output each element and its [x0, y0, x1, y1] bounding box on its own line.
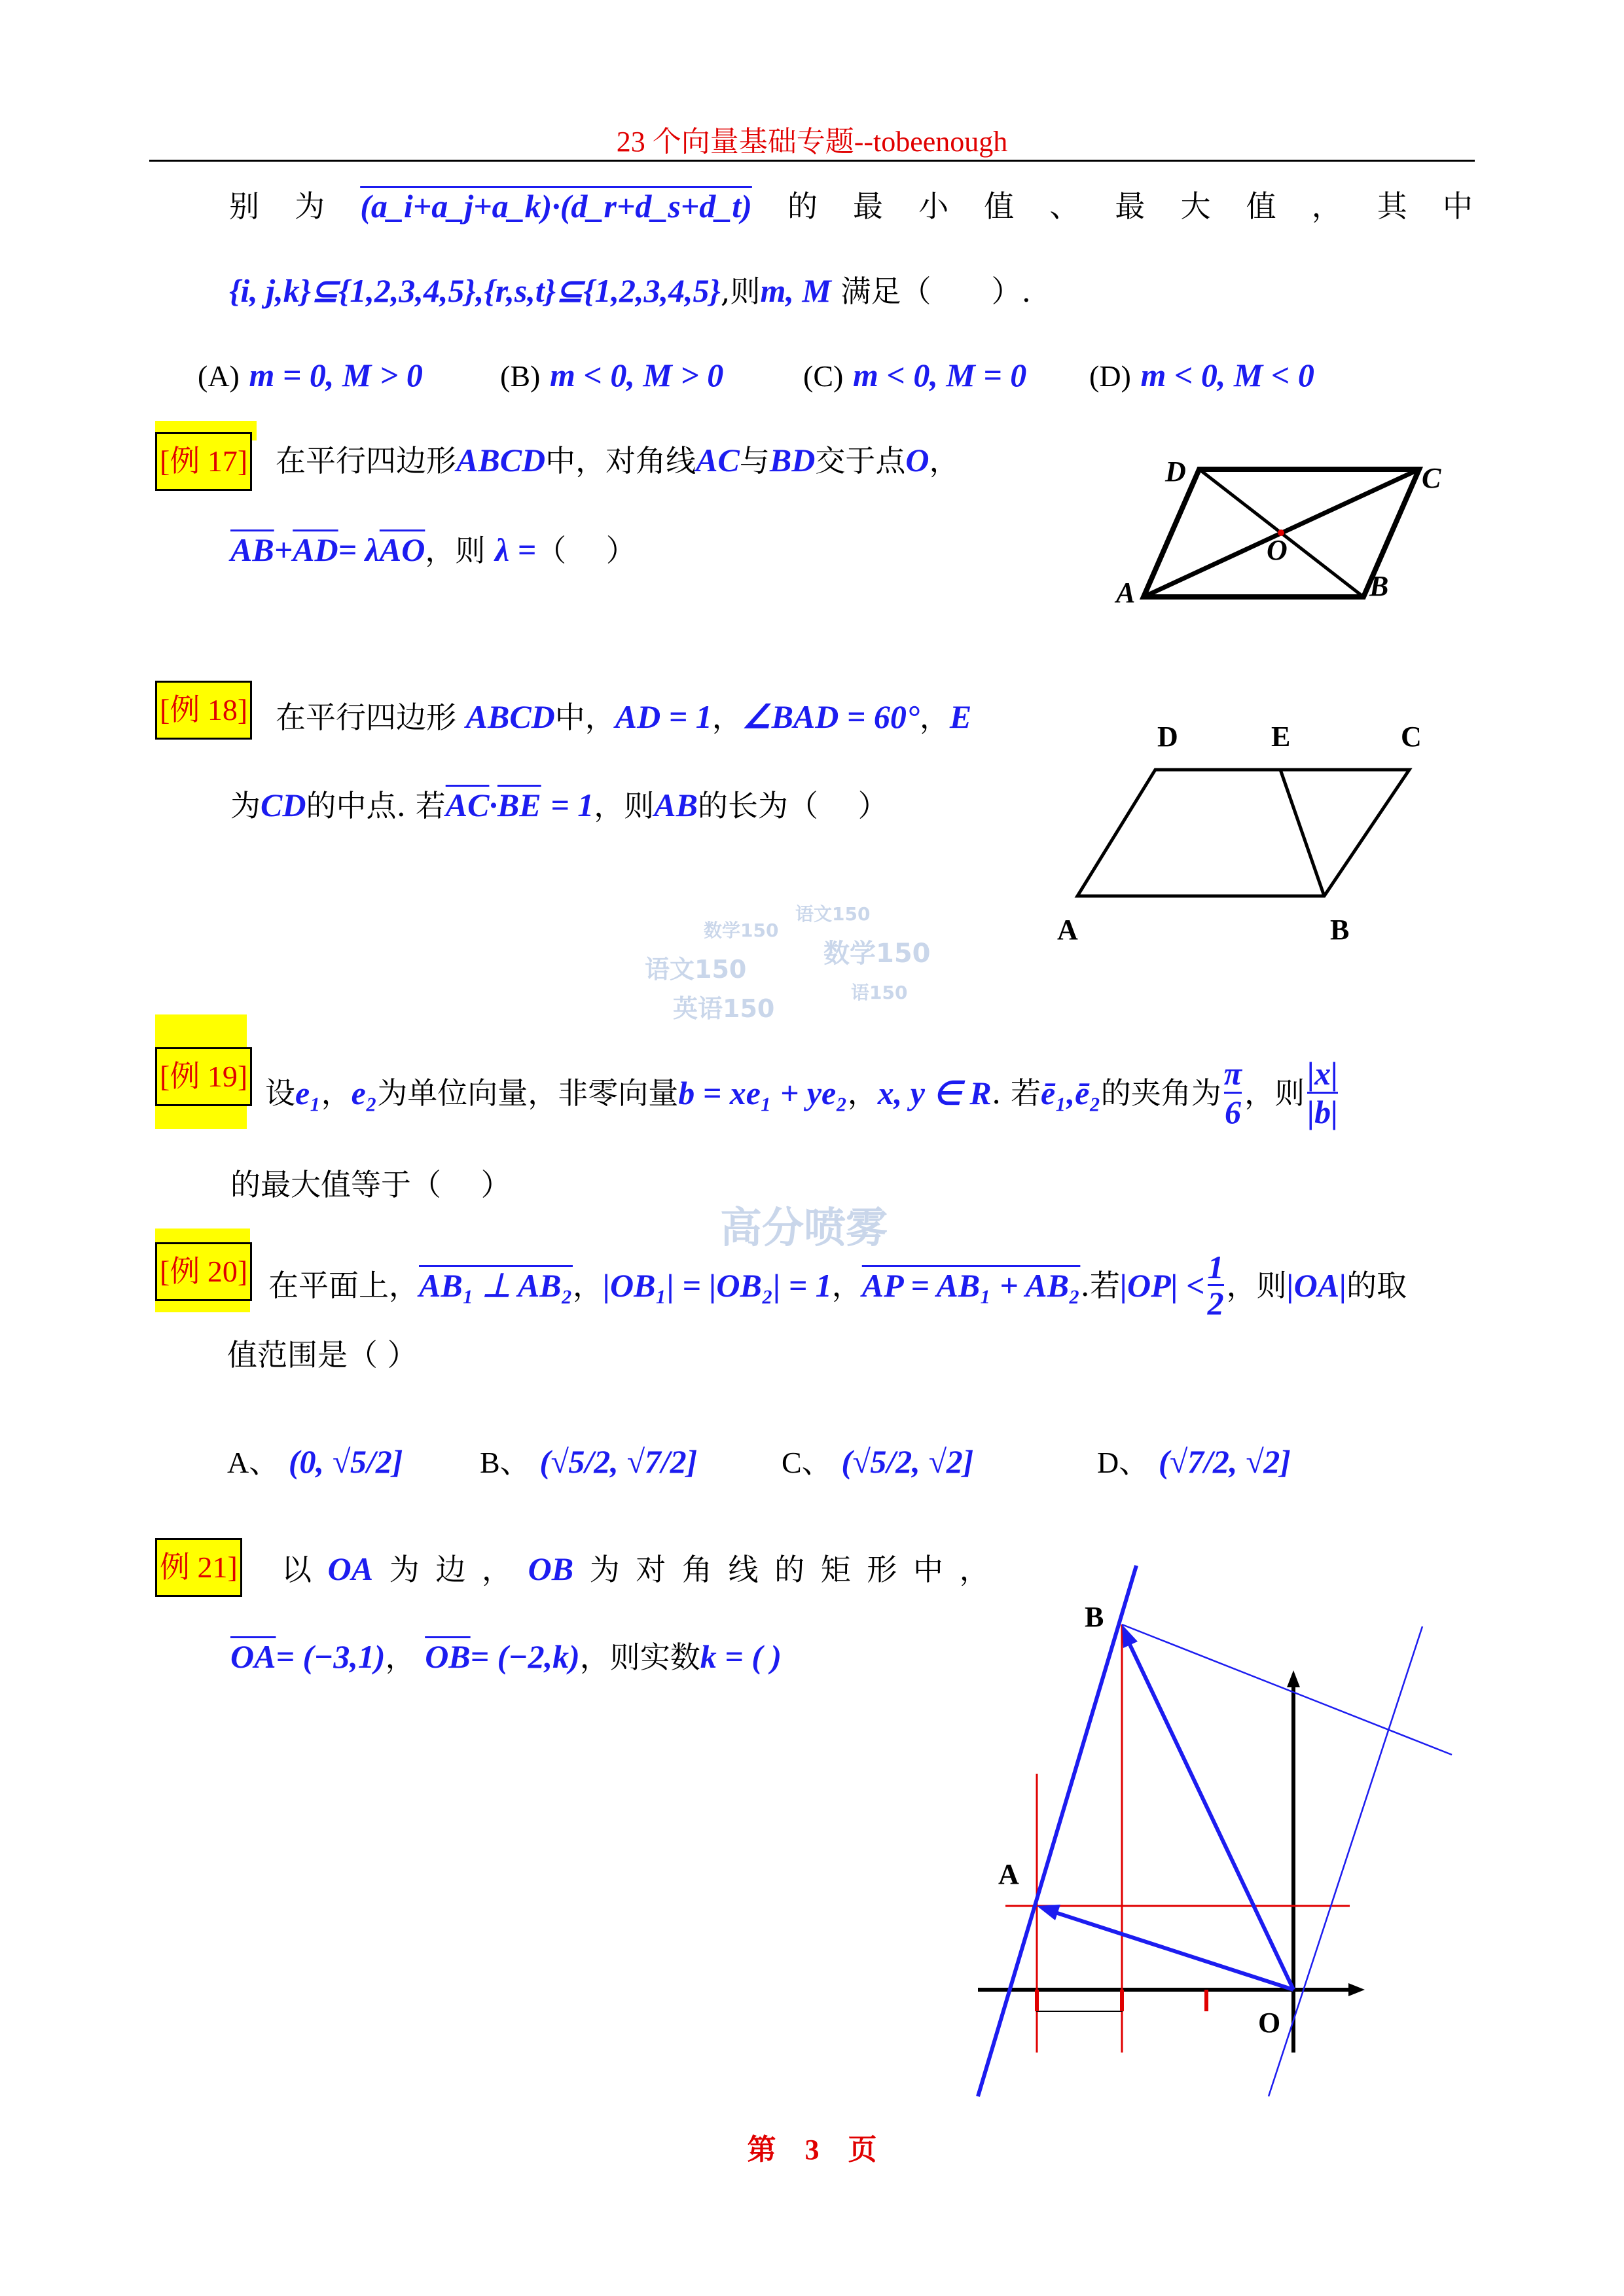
option-math: m < 0, M < 0 — [1140, 357, 1314, 393]
text: 中，对角线 — [545, 443, 696, 478]
example-tag-18: [例 18] — [155, 681, 252, 740]
text: 的夹角为 — [1100, 1075, 1221, 1111]
math-expression: (a_i+a_j+a_k)·(d_r+d_s+d_t) — [360, 188, 752, 224]
vector: $\overline{AC}$ — [445, 787, 490, 823]
text: 为单位向量，非零向量 — [377, 1075, 679, 1111]
numerator: |x| — [1307, 1055, 1338, 1094]
option-math: m = 0, M > 0 — [249, 357, 423, 393]
denominator: |b| — [1307, 1094, 1339, 1130]
q20-line1 — [268, 1250, 1407, 1320]
text: 的取 — [1346, 1267, 1407, 1303]
vector-oa — [1047, 1910, 1293, 1990]
text: ，则 — [425, 533, 486, 568]
math: = 1 — [550, 787, 594, 823]
page-header-title: 23 个向量基础专题--tobeenough — [616, 126, 1008, 158]
option-label: B、 — [480, 1446, 530, 1479]
option-label: D、 — [1097, 1446, 1149, 1479]
label-d: D — [1165, 456, 1186, 488]
math: b = xe₁ + ye₂ — [678, 1074, 848, 1111]
text: 值 — [984, 188, 1015, 224]
text: ， — [572, 1267, 603, 1303]
q19-line2: 的最大值等于（ ） — [230, 1167, 511, 1202]
example-tag-17: [例 17] — [155, 432, 252, 491]
math: BD — [769, 442, 816, 478]
math: x, y ∈ R — [877, 1074, 992, 1111]
label-c: C — [1401, 721, 1422, 753]
option-math: (0, √5/2] — [288, 1443, 403, 1480]
q18-line2 — [230, 785, 888, 825]
denominator: 2 — [1207, 1285, 1224, 1321]
option-math: (√5/2, √7/2] — [539, 1443, 698, 1480]
text: ，则 — [1244, 1075, 1305, 1111]
text: 最 — [1115, 188, 1146, 224]
option-label: C、 — [782, 1446, 832, 1479]
label-a: A — [998, 1858, 1019, 1890]
math-expression: {i, j,k}⊆{1,2,3,4,5},{r,s,t}⊆{1,2,3,4,5} — [229, 272, 721, 309]
arrow-a-icon — [1037, 1905, 1060, 1920]
vector: $\overline{AD}$ — [293, 531, 338, 568]
math: = λ — [338, 531, 380, 568]
q21-line2 — [230, 1637, 782, 1677]
option-label: (B) — [500, 359, 541, 393]
math: + — [274, 531, 293, 568]
text: 设 — [265, 1075, 295, 1111]
math: |OP| < — [1119, 1266, 1205, 1304]
watermark-text: 数学150 — [704, 920, 779, 941]
page-number: 第 3 页 — [747, 2134, 877, 2166]
math: λ = — [494, 531, 537, 568]
x-axis-arrow-icon — [1348, 1983, 1365, 1996]
label-o: O — [1258, 2007, 1281, 2039]
option-label: A、 — [227, 1446, 280, 1479]
text: ， — [929, 443, 960, 478]
vector: $\overline{BE}$ — [497, 787, 541, 823]
text: 以 — [281, 1552, 312, 1587]
label-d: D — [1157, 721, 1178, 753]
math-expression: m, M — [760, 272, 831, 309]
option-label: (D) — [1089, 359, 1131, 393]
math: e₂ — [351, 1074, 378, 1111]
text: 小 — [918, 188, 949, 224]
watermark-text: 语文150 — [795, 903, 871, 925]
text: 在平面上， — [268, 1267, 419, 1303]
text: （ ） — [536, 533, 636, 568]
math: ABCD — [456, 442, 546, 478]
math: e₁ — [295, 1074, 321, 1111]
label-a: A — [1116, 577, 1136, 609]
text: 值 — [1246, 188, 1276, 224]
math: ∠BAD = 60° — [742, 698, 920, 735]
label-e: E — [1271, 721, 1291, 753]
watermark-text: 语文150 — [645, 955, 747, 984]
q19-line1 — [265, 1055, 1341, 1130]
vector: $\overline{OB}$ — [425, 1638, 471, 1675]
numerator: 1 — [1207, 1249, 1224, 1285]
text: ，则 — [594, 788, 655, 823]
parallelogram-diagram-18 — [1077, 770, 1409, 896]
text: ， — [831, 1267, 862, 1303]
option-math: m < 0, M > 0 — [549, 357, 724, 393]
math: CD — [261, 787, 306, 823]
text: ， — [321, 1075, 352, 1111]
math: AB — [654, 787, 698, 823]
math: · — [489, 787, 497, 823]
text: 最 — [853, 188, 884, 224]
option-math: (√5/2, √2] — [841, 1443, 974, 1480]
text: 满足（ ）. — [840, 274, 1032, 309]
denominator: 6 — [1224, 1094, 1241, 1130]
text: 为 对 角 线 的 矩 形 中 ， — [589, 1552, 990, 1587]
label-b: B — [1369, 570, 1389, 602]
math: AC — [696, 442, 740, 478]
text: . 若 — [991, 1075, 1041, 1111]
text: 中 — [1442, 188, 1473, 224]
math: ABCD — [465, 698, 555, 735]
coordinate-diagram-21 — [978, 1566, 1452, 2096]
text: 中， — [554, 700, 615, 735]
math: = (−3,1) — [276, 1638, 386, 1675]
text: ， — [1311, 188, 1342, 224]
text: .若 — [1080, 1267, 1120, 1303]
watermark-text: 英语150 — [673, 994, 775, 1023]
watermark-text: 数学150 — [823, 939, 931, 969]
q20-line2: 值范围是（ ） — [227, 1337, 418, 1372]
q20-option-c — [782, 1442, 973, 1482]
parallelogram-abcd — [1077, 770, 1409, 896]
vector: $\overline{AB}$ — [230, 531, 274, 568]
text: ，则 — [1226, 1267, 1287, 1303]
label-c: C — [1422, 462, 1441, 494]
option-math: m < 0, M = 0 — [852, 357, 1027, 393]
text: ， — [712, 700, 742, 735]
text: 的长为（ ） — [697, 788, 888, 823]
math: E — [949, 698, 972, 735]
text: 交于点 — [815, 443, 906, 478]
option-math: (√7/2, √2] — [1158, 1443, 1291, 1480]
math: |OA| — [1286, 1266, 1347, 1304]
math: k = ( ) — [700, 1638, 782, 1675]
text: 为 边 ， — [389, 1552, 512, 1587]
text: ， — [385, 1640, 416, 1675]
fraction-x-over-b — [1307, 1055, 1338, 1130]
option-label: (C) — [803, 359, 844, 393]
text: 为 — [295, 188, 325, 224]
q20-option-d — [1097, 1442, 1291, 1482]
segment-ob — [1126, 1636, 1293, 1990]
text: ,则 — [720, 274, 761, 309]
y-axis-arrow-icon — [1287, 1670, 1300, 1687]
math: AD = 1 — [615, 698, 712, 735]
text: 为 — [230, 788, 261, 823]
segment-be — [1280, 770, 1324, 896]
math: OA — [327, 1551, 374, 1587]
text: ， — [919, 700, 950, 735]
q20-option-a — [227, 1442, 403, 1482]
text: ， — [847, 1075, 878, 1111]
watermark-brand: 高分喷雾 — [720, 1204, 888, 1253]
math: |OB₁| = |OB₂| = 1 — [602, 1266, 832, 1304]
text: 的 — [787, 188, 818, 224]
math: = (−2,k) — [470, 1638, 580, 1675]
label-o: O — [1267, 534, 1288, 566]
example-tag-19: [例 19] — [155, 1047, 252, 1106]
math: AP = AB₁ + AB₂ — [861, 1266, 1081, 1304]
text: 别 — [229, 188, 259, 224]
option-label: (A) — [198, 359, 240, 393]
text: 大 — [1180, 188, 1211, 224]
numerator: π — [1224, 1055, 1242, 1094]
line-ab — [978, 1566, 1136, 2096]
text: ，则实数 — [579, 1640, 700, 1675]
label-b: B — [1330, 914, 1350, 946]
math: OB — [528, 1551, 574, 1587]
q18-line1 — [276, 697, 971, 737]
text: 其 — [1377, 188, 1407, 224]
text: 在平行四边形 — [276, 700, 456, 735]
q21-line1 — [281, 1549, 990, 1589]
fraction-pi-over-6 — [1224, 1055, 1242, 1130]
q20-option-b — [480, 1442, 697, 1482]
watermark-text: 语150 — [851, 982, 908, 1003]
label-b: B — [1085, 1601, 1104, 1633]
math: O — [905, 442, 929, 478]
math: ē₁,ē₂ — [1041, 1074, 1101, 1111]
text: 、 — [1049, 188, 1080, 224]
vector: $\overline{AO}$ — [379, 531, 425, 568]
text: 在平行四边形 — [276, 443, 456, 478]
text: 的中点. 若 — [306, 788, 446, 823]
math: AB₁ ⊥ AB₂ — [419, 1266, 573, 1304]
vector: $\overline{OA}$ — [230, 1638, 276, 1675]
label-a: A — [1057, 914, 1078, 946]
text: 与 — [739, 443, 770, 478]
example-tag-20: [例 20] — [155, 1242, 252, 1301]
bracket — [1037, 1990, 1122, 2011]
example-tag-21: 例 21] — [155, 1538, 242, 1597]
fraction-one-half — [1208, 1250, 1224, 1320]
